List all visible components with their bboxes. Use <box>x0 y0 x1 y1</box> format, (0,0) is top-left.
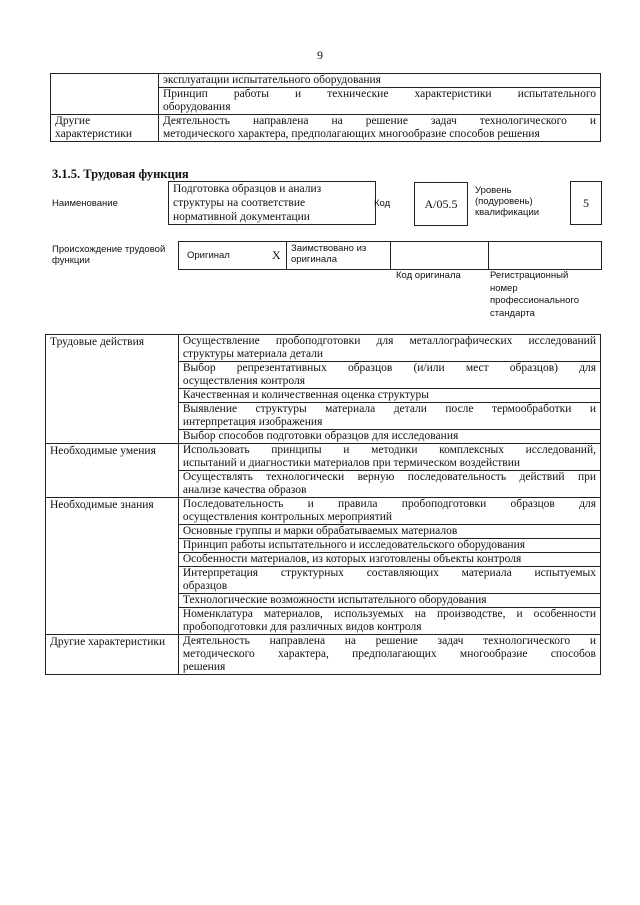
cell-line: методического характера, предполагающих многообразие способов <box>182 648 596 660</box>
cell-line: решения <box>182 661 226 673</box>
table-row <box>51 115 601 142</box>
cell-line: Основные группы и марки обрабатываемых материалов <box>182 525 458 537</box>
table-cell <box>158 115 600 142</box>
level-box <box>570 181 602 225</box>
cell-line: интерпретация изображения <box>182 416 323 428</box>
cell-line: пробоподготовки для различных видов контроля <box>182 621 422 633</box>
level-label: Уровень (подуровень) квалификации <box>475 185 540 218</box>
cell-line: оборудования <box>162 101 231 113</box>
cell-line: Последовательность и правила пробоподготовки образцов для <box>182 498 596 510</box>
item-cell <box>178 471 600 498</box>
code-box <box>414 182 468 226</box>
item-cell <box>178 608 600 635</box>
registration-caption: Регистрационный номер профессионального стандарта <box>490 270 579 319</box>
item-cell <box>178 444 600 471</box>
page-number: 9 <box>317 48 323 62</box>
table-cell <box>158 74 600 88</box>
cell-line: эксплуатации испытательного оборудования <box>162 74 381 86</box>
group-label-cell: Трудовые действия <box>46 335 179 444</box>
item-cell <box>178 525 600 539</box>
item-cell <box>178 389 600 403</box>
cell-line: Интерпретация структурных составляющих материала испытуемых <box>182 567 596 579</box>
cell-line: Выбор способов подготовки образцов для исследования <box>182 430 459 442</box>
group-label-cell: Другие характеристики <box>46 635 179 675</box>
cell-line: испытаний и диагностики материалов при термическом воздействии <box>182 457 521 469</box>
table-row <box>46 498 601 525</box>
cell-line: Деятельность направлена на решение задач технологического и <box>162 115 596 127</box>
table-row <box>46 635 601 675</box>
item-cell <box>178 567 600 594</box>
cell-line: Качественная и количественная оценка структуры <box>182 389 429 401</box>
row-label-cell: Другие характеристики <box>51 115 159 142</box>
name-label: Наименование <box>52 198 118 209</box>
cell-line: Осуществлять технологически верную последовательность действий при <box>182 471 596 483</box>
divider <box>390 242 391 269</box>
item-cell <box>178 362 600 389</box>
origin-row <box>178 241 602 270</box>
cell-line: Технологические возможности испытательного оборудования <box>182 594 487 606</box>
cell-line: Выявление структуры материала детали после термообработки и <box>182 403 596 415</box>
item-cell <box>178 539 600 553</box>
item-cell <box>178 498 600 525</box>
cell-line: образцов <box>182 580 228 592</box>
group-label-cell: Необходимые знания <box>46 498 179 635</box>
cell-line: Принцип работы испытательного и исследовательского оборудования <box>182 539 526 551</box>
section-title: 3.1.5. Трудовая функция <box>52 167 189 181</box>
divider <box>488 242 489 269</box>
code-label: Код <box>374 198 391 209</box>
cell-line: Номенклатура материалов, используемых на производстве, и особенности <box>182 608 596 620</box>
cell-line: Осуществление пробоподготовки для металлографических исследований <box>182 335 596 347</box>
item-cell <box>178 553 600 567</box>
table-row <box>51 74 601 88</box>
table-row <box>46 335 601 362</box>
level-value: 5 <box>583 195 589 210</box>
cell-line: осуществления контрольных мероприятий <box>182 511 393 523</box>
item-cell <box>178 594 600 608</box>
item-cell <box>178 335 600 362</box>
top-characteristics-table <box>50 73 601 142</box>
code-original-caption: Код оригинала <box>396 270 461 281</box>
item-cell <box>178 403 600 430</box>
original-label: Оригинал <box>187 250 230 261</box>
cell-line: структуры материала детали <box>182 348 324 360</box>
table-row <box>46 444 601 471</box>
code-value: А/05.5 <box>424 196 458 211</box>
group-label-cell: Необходимые умения <box>46 444 179 498</box>
function-name-box <box>168 181 376 225</box>
labor-function-table <box>45 334 601 675</box>
borrowed-label: Заимствовано из оригинала <box>291 243 367 265</box>
row-label-cell <box>51 74 159 115</box>
cell-line: методического характера, предполагающих многообразие способов решения <box>162 128 540 140</box>
table-cell <box>158 88 600 115</box>
original-mark: X <box>272 248 281 262</box>
function-name-value: Подготовка образцов и анализ структуры на соответствие нормативной документации <box>173 183 322 223</box>
cell-line: Особенности материалов, из которых изготовлены объекты контроля <box>182 553 522 565</box>
cell-line: осуществления контроля <box>182 375 306 387</box>
item-cell <box>178 430 600 444</box>
cell-line: Деятельность направлена на решение задач технологического и <box>182 635 596 647</box>
divider <box>286 242 287 269</box>
cell-line: Выбор репрезентативных образцов (и/или мест образцов) для <box>182 362 596 374</box>
cell-line: Использовать принципы и методики комплексных исследований, <box>182 444 596 456</box>
cell-line: анализе качества образов <box>182 484 307 496</box>
cell-line: Принцип работы и технические характеристики испытательного <box>162 88 596 100</box>
item-cell <box>178 635 600 675</box>
origin-label: Происхождение трудовой функции <box>52 244 166 266</box>
